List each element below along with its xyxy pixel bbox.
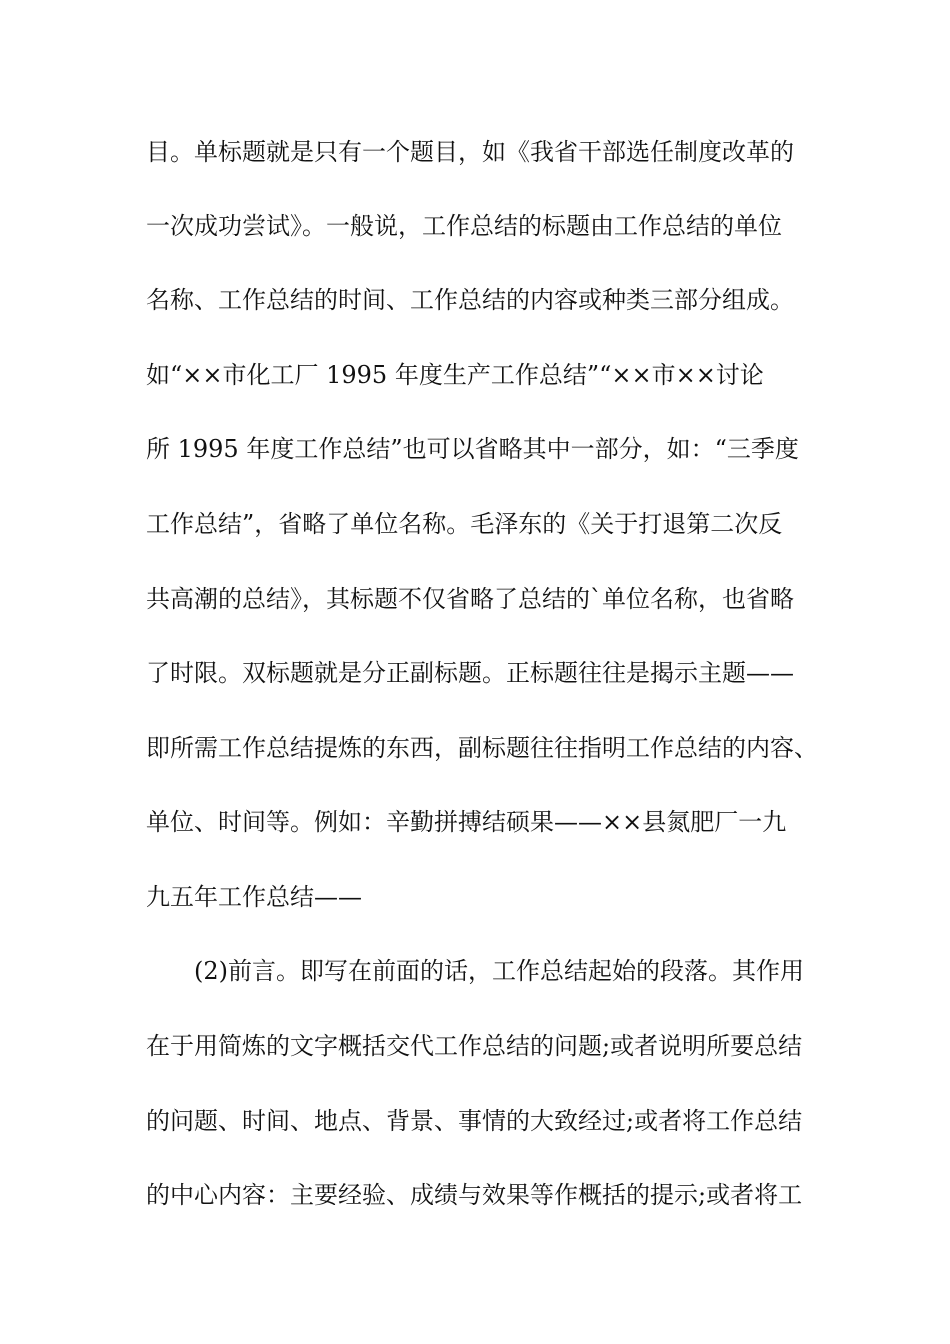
text-line: 名称、工作总结的时间、工作总结的内容或种类三部分组成。 xyxy=(146,286,794,314)
text-line: 共高潮的总结》，其标题不仅省略了总结的`单位名称，也省略 xyxy=(146,585,794,613)
text-line: 一次成功尝试》。一般说，工作总结的标题由工作总结的单位 xyxy=(146,212,782,240)
text-line: 单位、时间等。例如：辛勤拼搏结硕果——××县氮肥厂一九 xyxy=(146,808,787,836)
text-line: 工作总结”，省略了单位名称。毛泽东的《关于打退第二次反 xyxy=(146,510,783,538)
text-line: 的中心内容：主要经验、成绩与效果等作概括的提示;或者将工 xyxy=(146,1181,803,1209)
text-line: 的问题、时间、地点、背景、事情的大致经过;或者将工作总结 xyxy=(146,1107,803,1135)
text-line: 在于用简炼的文字概括交代工作总结的问题;或者说明所要总结 xyxy=(146,1032,803,1060)
text-line: 所 1995 年度工作总结”也可以省略其中一部分，如：“三季度 xyxy=(146,435,799,463)
text-line: 九五年工作总结—— xyxy=(146,883,362,911)
text-line: 如“××市化工厂 1995 年度生产工作总结”“××市××讨论 xyxy=(146,361,764,389)
text-line: 即所需工作总结提炼的东西，副标题往往指明工作总结的内容、 xyxy=(146,734,818,762)
paragraph-first-line: (2)前言。即写在前面的话，工作总结起始的段落。其作用 xyxy=(194,957,804,985)
text-line: 目。单标题就是只有一个题目，如《我省干部选任制度改革的 xyxy=(146,138,794,166)
text-line: 了时限。双标题就是分正副标题。正标题往往是揭示主题—— xyxy=(146,659,794,687)
